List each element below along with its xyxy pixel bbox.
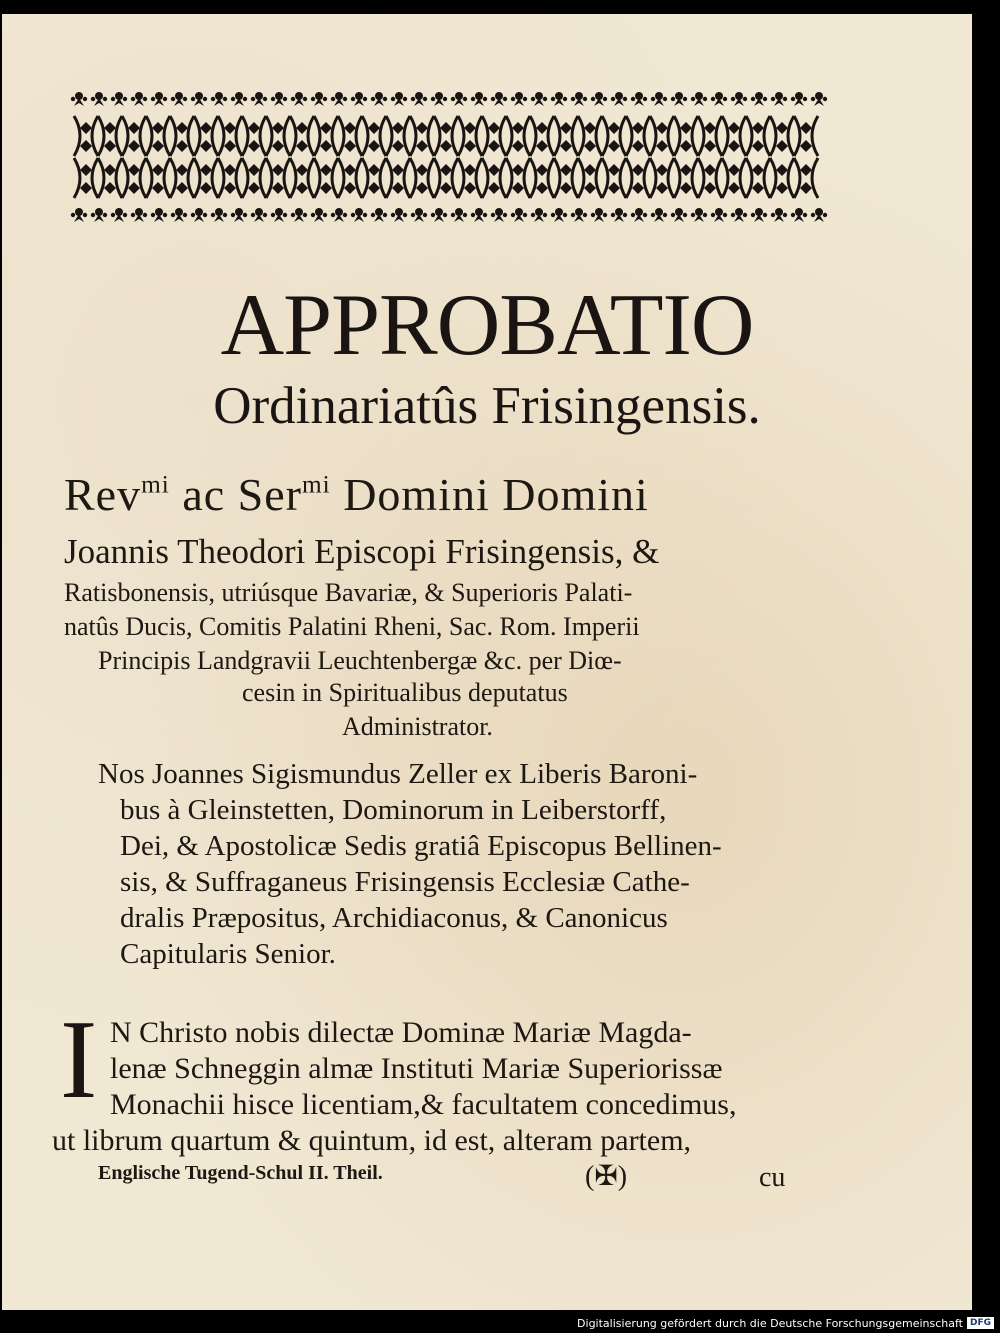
ornament-fleuron	[91, 208, 107, 222]
ornament-lattice	[170, 116, 194, 156]
ornament-fleuron	[811, 208, 827, 222]
ornament-lattice	[410, 116, 434, 156]
ornament-lattice	[650, 116, 674, 156]
heading-line-7: Administrator.	[342, 712, 493, 741]
ornament-fleuron	[491, 92, 507, 106]
ornament-lattice	[602, 116, 626, 156]
ornament-fleuron	[611, 92, 627, 106]
ornament-fleuron	[71, 92, 87, 106]
ornament-fleuron	[391, 92, 407, 106]
ornament-lattice	[290, 116, 314, 156]
ornament-fleuron	[651, 92, 667, 106]
ornament-fleuron	[631, 208, 647, 222]
signature-mark: (✠)	[585, 1161, 628, 1192]
ornament-fleuron	[771, 92, 787, 106]
digitization-credit	[577, 1314, 994, 1332]
ornament-lattice	[698, 158, 722, 198]
ornament-fleuron	[151, 208, 167, 222]
ornament-fleuron	[471, 208, 487, 222]
ornament-fleuron	[611, 208, 627, 222]
heading-line-4: natûs Ducis, Comitis Palatini Rheni, Sac. Rom. Imperii	[64, 612, 640, 641]
ornament-fleuron	[171, 92, 187, 106]
ornament-fleuron	[331, 208, 347, 222]
ornament-fleuron	[731, 208, 747, 222]
heading-line-2: Joannis Theodori Episcopi Frisingensis, &	[64, 532, 660, 571]
ornament-fleuron	[471, 92, 487, 106]
drop-capital: I	[60, 998, 98, 1122]
heading-line-6: cesin in Spiritualibus deputatus	[242, 678, 568, 707]
ornament-lattice	[194, 116, 218, 156]
ornament-lattice	[386, 158, 410, 198]
page-title: APPROBATIO	[220, 277, 754, 374]
ornament-lattice	[434, 158, 458, 198]
ornament-fleuron	[711, 208, 727, 222]
ornament-lattice	[506, 158, 530, 198]
credit-text: Digitalisierung gefördert durch die Deutsche Forschungsgemeinschaft	[577, 1316, 963, 1330]
dfg-logo: DFG	[967, 1317, 994, 1329]
ornament-fleuron	[131, 92, 147, 106]
ornament-fleuron	[251, 92, 267, 106]
ornament-fleuron	[531, 208, 547, 222]
ornament-fleuron	[811, 92, 827, 106]
ornament-lattice	[578, 158, 602, 198]
ornament-fleuron	[411, 208, 427, 222]
paragraph-line-3: Dei, & Apostolicæ Sedis gratiâ Episcopus Bellinen-	[120, 830, 722, 862]
ornament-fleuron	[231, 208, 247, 222]
ornament-fleuron	[691, 208, 707, 222]
ornament-fleuron	[751, 92, 767, 106]
ornament-fleuron	[391, 208, 407, 222]
ornament-fleuron	[291, 208, 307, 222]
ornament-lattice	[74, 116, 98, 156]
ornament-lattice	[386, 116, 410, 156]
ornament-lattice	[746, 158, 770, 198]
ornament-fleuron	[531, 92, 547, 106]
ornament-fleuron	[511, 208, 527, 222]
body-line-4: ut librum quartum & quintum, id est, alteram partem,	[52, 1124, 692, 1157]
ornament-fleuron	[351, 208, 367, 222]
running-title: Englische Tugend-Schul II. Theil.	[98, 1162, 383, 1184]
ornament-lattice	[314, 158, 338, 198]
ornament-fleuron	[351, 92, 367, 106]
ornament-lattice	[626, 116, 650, 156]
ornament-fleuron	[671, 92, 687, 106]
ornament-lattice	[722, 158, 746, 198]
ornament-fleuron	[731, 92, 747, 106]
ornament-lattice	[314, 116, 338, 156]
ornament-lattice	[266, 158, 290, 198]
ornament-lattice	[218, 116, 242, 156]
ornament-lattice	[650, 158, 674, 198]
ornament-lattice	[338, 116, 362, 156]
ornament-lattice	[242, 158, 266, 198]
ornament-fleuron	[171, 208, 187, 222]
ornament-lattice	[410, 158, 434, 198]
ornament-lattice	[434, 116, 458, 156]
ornament-lattice	[74, 158, 98, 198]
ornament-fleuron	[571, 208, 587, 222]
ornament-lattice	[674, 116, 698, 156]
heading-line-1: Rev$^{mi}$ ac Ser$^{mi}$ Domini Domini	[64, 469, 649, 520]
ornament-lattice	[722, 116, 746, 156]
ornament-fleuron	[451, 92, 467, 106]
ornament-lattice	[602, 158, 626, 198]
ornament-lattice	[242, 116, 266, 156]
ornament-lattice	[698, 116, 722, 156]
ornament-fleuron	[231, 92, 247, 106]
ornament-fleuron	[691, 92, 707, 106]
ornament-fleuron	[571, 92, 587, 106]
ornament-lattice	[482, 116, 506, 156]
ornament-fleuron	[631, 92, 647, 106]
paragraph-line-4: sis, & Suffraganeus Frisingensis Ecclesiæ Cathe-	[120, 866, 690, 898]
catchword: cu	[759, 1162, 786, 1193]
paragraph-line-5: dralis Præpositus, Archidiaconus, & Canonicus	[120, 902, 668, 934]
ornament-fleuron	[191, 208, 207, 222]
ornamental-headpiece	[68, 88, 828, 228]
ornament-fleuron	[111, 208, 127, 222]
ornament-fleuron	[151, 92, 167, 106]
book-page	[2, 14, 972, 1310]
ornament-fleuron	[431, 92, 447, 106]
ornament-fleuron	[271, 92, 287, 106]
ornament-fleuron	[411, 92, 427, 106]
ornament-fleuron	[651, 208, 667, 222]
ornament-lattice	[746, 116, 770, 156]
ornament-lattice	[482, 158, 506, 198]
ornament-fleuron	[771, 208, 787, 222]
ornament-lattice	[146, 158, 170, 198]
ornament-fleuron	[211, 92, 227, 106]
ornament-fleuron	[291, 92, 307, 106]
ornament-fleuron	[511, 92, 527, 106]
ornament-lattice	[338, 158, 362, 198]
ornament-lattice	[626, 158, 650, 198]
ornament-lattice	[362, 158, 386, 198]
ornament-lattice	[98, 116, 122, 156]
ornament-fleuron	[791, 92, 807, 106]
ornament-lattice	[578, 116, 602, 156]
ornament-lattice	[554, 116, 578, 156]
ornament-lattice	[122, 116, 146, 156]
ornament-fleuron	[711, 92, 727, 106]
ornament-fleuron	[311, 92, 327, 106]
ornament-lattice	[458, 116, 482, 156]
ornament-fleuron	[331, 92, 347, 106]
ornament-lattice	[458, 158, 482, 198]
ornament-lattice	[506, 116, 530, 156]
ornament-lattice	[290, 158, 314, 198]
ornament-fleuron	[791, 208, 807, 222]
ornament-lattice	[770, 116, 794, 156]
paragraph-line-1: Nos Joannes Sigismundus Zeller ex Liberis Baroni-	[98, 758, 698, 790]
ornament-fleuron	[491, 208, 507, 222]
ornament-lattice	[554, 158, 578, 198]
ornament-lattice	[362, 116, 386, 156]
ornament-fleuron	[191, 92, 207, 106]
ornament-fleuron	[551, 208, 567, 222]
paragraph-line-6: Capitularis Senior.	[120, 938, 336, 970]
ornament-lattice	[674, 158, 698, 198]
body-line-1: N Christo nobis dilectæ Dominæ Mariæ Magda-	[110, 1016, 692, 1049]
ornament-fleuron	[211, 208, 227, 222]
ornament-fleuron	[371, 208, 387, 222]
ornament-lattice	[146, 116, 170, 156]
ornament-fleuron	[591, 208, 607, 222]
ornament-lattice	[530, 116, 554, 156]
ornament-fleuron	[271, 208, 287, 222]
ornament-lattice	[794, 158, 818, 198]
ornament-fleuron	[91, 92, 107, 106]
page-subtitle: Ordinariatûs Frisingensis.	[213, 377, 761, 435]
ornament-lattice	[170, 158, 194, 198]
ornament-fleuron	[131, 208, 147, 222]
ornament-lattice	[530, 158, 554, 198]
ornament-fleuron	[71, 208, 87, 222]
ornament-lattice	[122, 158, 146, 198]
ornament-lattice	[194, 158, 218, 198]
ornament-fleuron	[251, 208, 267, 222]
ornament-fleuron	[671, 208, 687, 222]
ornament-fleuron	[111, 92, 127, 106]
ornament-fleuron	[551, 92, 567, 106]
ornament-fleuron	[431, 208, 447, 222]
ornament-fleuron	[311, 208, 327, 222]
ornament-lattice	[770, 158, 794, 198]
paragraph-line-2: bus à Gleinstetten, Dominorum in Leiberstorff,	[120, 794, 667, 826]
ornament-lattice	[98, 158, 122, 198]
heading-line-3: Ratisbonensis, utriúsque Bavariæ, & Superioris Palati-	[64, 578, 633, 607]
ornament-lattice	[266, 116, 290, 156]
ornament-lattice	[218, 158, 242, 198]
body-line-2: lenæ Schneggin almæ Instituti Mariæ Superiorissæ	[110, 1052, 723, 1085]
ornament-fleuron	[451, 208, 467, 222]
ornament-fleuron	[591, 92, 607, 106]
ornament-fleuron	[751, 208, 767, 222]
heading-line-5: Principis Landgravii Leuchtenbergæ &c. per Diœ-	[98, 646, 622, 675]
body-line-3: Monachii hisce licentiam,& facultatem concedimus,	[110, 1088, 737, 1121]
ornament-fleuron	[371, 92, 387, 106]
ornament-lattice	[794, 116, 818, 156]
